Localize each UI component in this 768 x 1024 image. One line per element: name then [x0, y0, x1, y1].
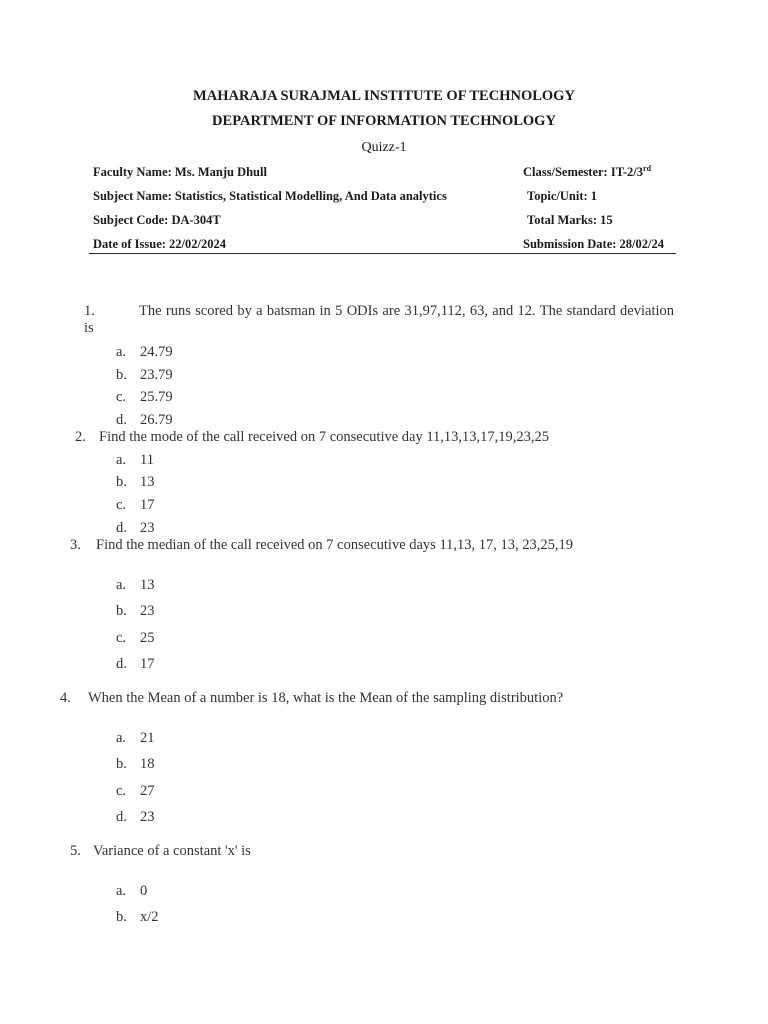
option-letter: b. — [116, 603, 127, 619]
option-text: x/2 — [140, 909, 159, 925]
option-text: 26.79 — [140, 412, 173, 428]
faculty-name: Faculty Name: Ms. Manju Dhull — [93, 165, 267, 179]
option-text: 21 — [140, 730, 155, 746]
option-text: 25.79 — [140, 389, 173, 405]
option-5a — [116, 883, 147, 900]
option-2c — [116, 497, 155, 514]
institute-name: MAHARAJA SURAJMAL INSTITUTE OF TECHNOLOGY — [193, 88, 575, 104]
option-text: 13 — [140, 474, 155, 490]
option-3c — [116, 630, 155, 647]
option-3a — [116, 577, 155, 594]
quiz-title: Quizz-1 — [361, 140, 407, 155]
option-text: 17 — [140, 497, 155, 513]
option-3d — [116, 656, 155, 673]
question-text: Find the median of the call received on 7 consecutive days 11,13, 17, 13, 23,25,19 — [96, 537, 574, 553]
option-2d — [116, 520, 155, 537]
option-letter: d. — [116, 656, 127, 672]
question-2 — [75, 429, 549, 446]
option-letter: b. — [116, 474, 127, 490]
question-text: When the Mean of a number is 18, what is the Mean of the sampling distribution? — [88, 690, 564, 706]
question-3 — [70, 537, 573, 554]
option-letter: c. — [116, 389, 127, 405]
option-2a — [116, 452, 154, 469]
subject-code: Subject Code: DA-304T — [93, 213, 221, 227]
option-text: 17 — [140, 656, 155, 672]
option-text: 24.79 — [140, 344, 173, 360]
option-text: 23 — [140, 809, 155, 825]
option-letter: a. — [116, 452, 127, 468]
option-4c — [116, 783, 155, 800]
option-5b — [116, 909, 159, 926]
option-text: 27 — [140, 783, 155, 799]
option-1d — [116, 412, 173, 429]
option-letter: b. — [116, 367, 127, 383]
question-4 — [60, 690, 563, 707]
option-letter: c. — [116, 630, 127, 646]
option-letter: d. — [116, 809, 127, 825]
option-letter: b. — [116, 756, 127, 772]
option-letter: a. — [116, 730, 127, 746]
option-2b — [116, 474, 155, 491]
option-letter: d. — [116, 412, 127, 428]
option-4b — [116, 756, 155, 773]
question-number: 2. — [75, 429, 86, 445]
option-text: 0 — [140, 883, 148, 899]
question-number: 3. — [70, 537, 81, 553]
department-name: DEPARTMENT OF INFORMATION TECHNOLOGY — [212, 113, 556, 129]
option-3b — [116, 603, 155, 620]
question-number: 5. — [70, 843, 81, 859]
option-text: 23.79 — [140, 367, 173, 383]
topic-unit: Topic/Unit: 1 — [527, 189, 598, 203]
option-letter: a. — [116, 883, 127, 899]
option-4a — [116, 730, 155, 747]
header-divider — [89, 253, 676, 254]
option-letter: a. — [116, 577, 127, 593]
option-1a — [116, 344, 173, 361]
question-text: Find the mode of the call received on 7 consecutive day 11,13,13,17,19,23,25 — [99, 429, 550, 445]
question-number: 4. — [60, 690, 71, 706]
question-text: Variance of a constant 'x' is — [93, 843, 251, 859]
option-text: 23 — [140, 603, 155, 619]
date-of-issue: Date of Issue: 22/02/2024 — [93, 237, 226, 251]
option-1b — [116, 367, 173, 384]
option-text: 18 — [140, 756, 155, 772]
submission-date: Submission Date: 28/02/24 — [523, 237, 664, 251]
option-letter: b. — [116, 909, 127, 925]
option-text: 11 — [140, 452, 154, 468]
question-5 — [70, 843, 251, 860]
question-text: The runs scored by a batsman in 5 ODIs are 31,97,112, 63, and 12. The standard deviation is — [84, 303, 674, 336]
option-letter: d. — [116, 520, 127, 536]
option-4d — [116, 809, 155, 826]
question-number: 1. — [84, 303, 95, 319]
subject-name: Subject Name: Statistics, Statistical Modelling, And Data analytics — [93, 189, 447, 203]
option-letter: c. — [116, 497, 127, 513]
class-semester — [523, 165, 651, 180]
option-letter: c. — [116, 783, 127, 799]
option-text: 23 — [140, 520, 155, 536]
option-letter: a. — [116, 344, 127, 360]
question-1 — [84, 303, 674, 337]
option-text: 25 — [140, 630, 155, 646]
class-semester-superscript: rd — [643, 163, 652, 173]
option-text: 13 — [140, 577, 155, 593]
option-1c — [116, 389, 173, 406]
class-semester-text: Class/Semester: IT-2/3 — [523, 165, 644, 179]
total-marks: Total Marks: 15 — [527, 213, 613, 227]
